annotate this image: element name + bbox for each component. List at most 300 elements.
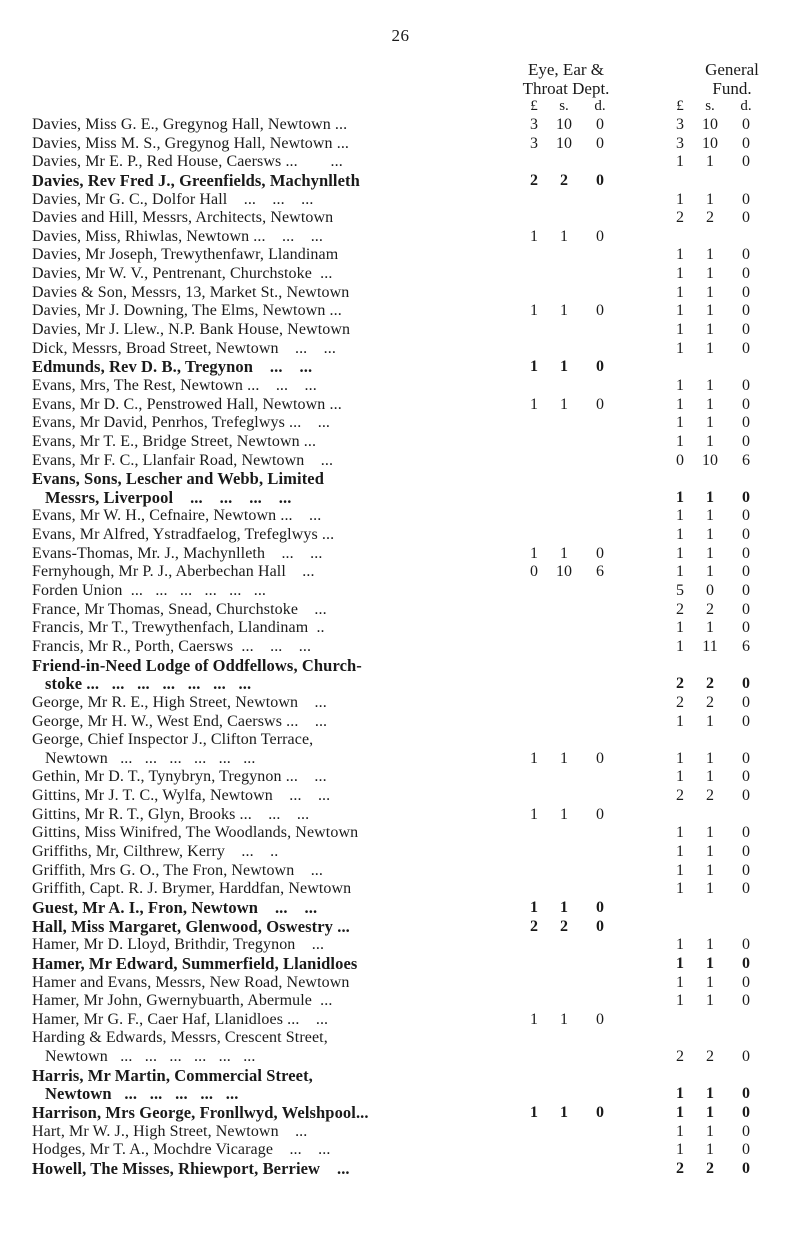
subscriber-name	[32, 1141, 512, 1160]
subscriber-name-line: Davies, Mr Joseph, Trewythenfawr, Llandinam	[32, 246, 339, 264]
general-amount-pounds: 1	[676, 843, 684, 861]
subscriber-name	[32, 172, 512, 191]
list-item	[0, 172, 801, 191]
eye-amount-pounds: 2	[530, 171, 538, 189]
subscriber-name	[32, 507, 512, 526]
eye-amount-shillings: 1	[560, 1104, 568, 1122]
subscriber-name-line: Harris, Mr Martin, Commercial Street,	[32, 1066, 313, 1085]
subscriber-name-line: Evans, Mr F. C., Llanfair Road, Newtown ...	[32, 451, 334, 469]
subscriber-name	[32, 452, 512, 471]
eye-amount-shillings: 2	[560, 917, 568, 935]
list-item	[0, 768, 801, 787]
list-item	[0, 1123, 801, 1142]
general-amount-shillings: 1	[706, 432, 714, 450]
eye-amount-shillings: 1	[560, 805, 568, 823]
general-amount-shillings: 1	[706, 265, 714, 283]
general-amount-shillings: 1	[706, 283, 714, 301]
eye-amount-pounds: 1	[530, 358, 538, 376]
general-amount-pounds: 1	[676, 395, 684, 413]
subscriber-name-line: Griffiths, Mr, Cilthrew, Kerry ... ..	[32, 843, 279, 861]
general-amount-shillings: 1	[706, 843, 714, 861]
subscriber-name-line: Evans, Mr David, Penrhos, Trefeglwys ... ...	[32, 414, 331, 432]
general-pence-unit: d.	[740, 98, 752, 114]
eye-amount-pence: 0	[596, 134, 604, 152]
general-amount-shillings: 1	[706, 936, 714, 954]
general-amount-pence: 0	[742, 712, 750, 730]
list-item	[0, 209, 801, 228]
subscriber-name-line: Hamer, Mr G. F., Caer Haf, Llanidloes ... ...	[32, 1010, 329, 1028]
subscriber-name	[32, 768, 512, 787]
subscriber-name	[32, 1123, 512, 1142]
general-amount-shillings: 1	[706, 712, 714, 730]
subscriber-name-line: Davies, Miss M. S., Gregynog Hall, Newtown ...	[32, 134, 350, 152]
subscriber-name	[32, 526, 512, 545]
general-amount-pence: 0	[742, 619, 750, 637]
eye-amount-pence: 0	[596, 227, 604, 245]
general-amount-pounds: 1	[676, 824, 684, 842]
general-amount-shillings: 1	[706, 526, 714, 544]
eye-pounds-unit: £	[530, 98, 538, 114]
general-amount-shillings: 1	[706, 507, 714, 525]
subscriber-name	[32, 1160, 512, 1179]
general-amount-shillings: 10	[702, 134, 718, 152]
general-amount-pounds: 3	[676, 116, 684, 133]
list-item	[0, 955, 801, 974]
list-item	[0, 377, 801, 396]
eye-amount-shillings: 2	[560, 171, 568, 189]
list-item	[0, 1104, 801, 1123]
subscriber-name-line: Davies, Mr J. Downing, The Elms, Newtown ...	[32, 302, 342, 320]
list-item	[0, 731, 801, 768]
general-amount-pence: 0	[742, 1085, 750, 1103]
list-item	[0, 862, 801, 881]
list-item	[0, 918, 801, 937]
eye-amount-shillings: 1	[560, 749, 568, 767]
subscriber-name	[32, 713, 512, 732]
general-amount-shillings: 2	[706, 1048, 714, 1066]
subscriber-name-continuation: Messrs, Liverpool ... ... ... ...	[45, 487, 292, 507]
subscriber-name-line: Davies, Mr E. P., Red House, Caersws ... ...	[32, 153, 343, 171]
general-amount-pounds: 1	[676, 544, 684, 562]
general-amount-shillings: 1	[706, 190, 714, 208]
list-item	[0, 1011, 801, 1030]
subscriber-name	[32, 601, 512, 620]
general-amount-pounds: 1	[676, 637, 684, 655]
general-amount-pence: 0	[742, 321, 750, 339]
subscriber-name-line: Hamer, Mr Edward, Summerfield, Llanidloes	[32, 954, 358, 973]
eye-shillings-unit: s.	[559, 98, 569, 114]
subscriber-name	[32, 731, 512, 768]
general-amount-pence: 6	[742, 637, 750, 655]
list-item	[0, 1160, 801, 1179]
general-amount-pence: 0	[742, 936, 750, 954]
eye-amount-shillings: 1	[560, 898, 568, 916]
subscriber-name	[32, 955, 512, 974]
list-item	[0, 116, 801, 135]
list-item	[0, 974, 801, 993]
subscriber-name-line: Hall, Miss Margaret, Glenwood, Oswestry ...	[32, 917, 350, 936]
subscriber-name	[32, 191, 512, 210]
general-header-line-2: Fund.	[712, 79, 752, 98]
subscriber-name-line: Forden Union ... ... ... ... ... ...	[32, 582, 267, 600]
list-item	[0, 340, 801, 359]
general-amount-pence: 0	[742, 116, 750, 133]
subscriber-name-line: Gittins, Miss Winifred, The Woodlands, Newtown	[32, 824, 359, 842]
general-amount-pence: 0	[742, 749, 750, 767]
eye-amount-shillings: 1	[560, 1010, 568, 1028]
general-amount-pence: 0	[742, 693, 750, 711]
general-amount-shillings: 11	[702, 637, 718, 655]
subscriber-name	[32, 806, 512, 825]
general-amount-pence: 0	[742, 302, 750, 320]
general-amount-shillings: 1	[706, 376, 714, 394]
general-amount-pence: 0	[742, 395, 750, 413]
list-item	[0, 936, 801, 955]
general-amount-shillings: 1	[706, 992, 714, 1010]
general-amount-pounds: 1	[676, 712, 684, 730]
general-amount-pounds: 1	[676, 526, 684, 544]
general-amount-pounds: 1	[676, 880, 684, 898]
general-amount-pounds: 1	[676, 619, 684, 637]
general-amount-pence: 0	[742, 824, 750, 842]
general-amount-shillings: 1	[706, 488, 714, 506]
list-item	[0, 321, 801, 340]
eye-amount-pounds: 1	[530, 302, 538, 320]
subscriber-name	[32, 992, 512, 1011]
general-amount-pence: 0	[742, 563, 750, 581]
general-amount-pounds: 1	[676, 153, 684, 171]
general-amount-pence: 0	[742, 1104, 750, 1122]
subscriber-name-line: Gittins, Mr R. T., Glyn, Brooks ... ... ...	[32, 805, 310, 823]
subscriber-name	[32, 433, 512, 452]
eye-amount-pounds: 1	[530, 1104, 538, 1122]
list-item	[0, 899, 801, 918]
general-amount-pence: 0	[742, 507, 750, 525]
general-amount-pounds: 1	[676, 507, 684, 525]
subscriber-name	[32, 974, 512, 993]
list-item	[0, 452, 801, 471]
general-amount-pence: 0	[742, 600, 750, 618]
list-item	[0, 1067, 801, 1104]
general-amount-pounds: 1	[676, 302, 684, 320]
eye-amount-shillings: 1	[560, 544, 568, 562]
eye-amount-pounds: 3	[530, 134, 538, 152]
general-amount-shillings: 1	[706, 1141, 714, 1159]
subscriber-name-line: Hamer and Evans, Messrs, New Road, Newtown	[32, 973, 350, 991]
general-amount-pence: 0	[742, 1122, 750, 1140]
subscriber-name-line: Francis, Mr R., Porth, Caersws ... ... ...	[32, 637, 312, 655]
eye-amount-pence: 0	[596, 358, 604, 376]
general-amount-pence: 0	[742, 861, 750, 879]
general-amount-shillings: 2	[706, 209, 714, 227]
subscriber-name-line: Hodges, Mr T. A., Mochdre Vicarage ... ...	[32, 1141, 331, 1159]
list-item	[0, 992, 801, 1011]
subscriber-name-line: Davies & Son, Messrs, 13, Market St., Newtown	[32, 283, 350, 301]
subscriber-name	[32, 321, 512, 340]
eye-header-line-2: Throat Dept.	[522, 79, 610, 98]
general-amount-pounds: 1	[676, 1122, 684, 1140]
general-amount-pence: 0	[742, 1048, 750, 1066]
general-amount-pounds: 1	[676, 376, 684, 394]
subscriber-name	[32, 563, 512, 582]
subscriber-name-line: Gethin, Mr D. T., Tynybryn, Tregynon ... ...	[32, 768, 327, 786]
subscriber-name-line: Evans, Mr D. C., Penstrowed Hall, Newtown ...	[32, 395, 342, 413]
general-amount-pence: 0	[742, 1141, 750, 1159]
page-number: 26	[391, 26, 410, 45]
general-amount-pence: 0	[742, 134, 750, 152]
general-amount-pounds: 3	[676, 134, 684, 152]
list-item	[0, 1029, 801, 1066]
general-amount-shillings: 1	[706, 861, 714, 879]
subscriber-name	[32, 153, 512, 172]
subscriber-name	[32, 135, 512, 154]
general-amount-pence: 0	[742, 283, 750, 301]
eye-amount-pence: 0	[596, 116, 604, 133]
general-amount-shillings: 1	[706, 339, 714, 357]
general-amount-shillings: 1	[706, 768, 714, 786]
list-item	[0, 470, 801, 507]
general-amount-shillings: 10	[702, 116, 718, 133]
general-amount-shillings: 1	[706, 1104, 714, 1122]
general-amount-pounds: 1	[676, 283, 684, 301]
subscriber-name	[32, 824, 512, 843]
general-amount-pounds: 1	[676, 339, 684, 357]
eye-amount-shillings: 10	[556, 563, 572, 581]
general-amount-shillings: 2	[706, 600, 714, 618]
subscriber-name-line: George, Mr R. E., High Street, Newtown ...	[32, 693, 327, 711]
subscriber-name-continuation: Newtown ... ... ... ... ...	[45, 1084, 239, 1104]
subscriber-name	[32, 209, 512, 228]
general-amount-shillings: 2	[706, 1159, 714, 1177]
general-amount-shillings: 1	[706, 1122, 714, 1140]
subscriber-name	[32, 1067, 512, 1104]
subscriber-name-line: Evans, Mr W. H., Cefnaire, Newtown ... ...	[32, 507, 322, 525]
general-amount-pence: 0	[742, 526, 750, 544]
list-item	[0, 582, 801, 601]
eye-amount-pence: 0	[596, 917, 604, 935]
subscriber-name	[32, 619, 512, 638]
list-item	[0, 153, 801, 172]
general-amount-shillings: 1	[706, 302, 714, 320]
general-amount-pence: 0	[742, 582, 750, 600]
eye-amount-pounds: 1	[530, 544, 538, 562]
eye-header-line-1: Eye, Ear &	[528, 60, 604, 79]
general-amount-pounds: 1	[676, 414, 684, 432]
subscriber-name-line: Griffith, Capt. R. J. Brymer, Harddfan, Newtown	[32, 880, 352, 898]
subscriber-name-line: Evans, Mrs, The Rest, Newtown ... ... ...	[32, 376, 317, 394]
list-item	[0, 824, 801, 843]
subscriber-name	[32, 843, 512, 862]
general-amount-pounds: 1	[676, 563, 684, 581]
subscriber-name-line: Friend-in-Need Lodge of Oddfellows, Church-	[32, 656, 362, 675]
eye-amount-pounds: 2	[530, 917, 538, 935]
general-amount-pounds: 2	[676, 209, 684, 227]
list-item	[0, 657, 801, 694]
general-amount-pence: 0	[742, 973, 750, 991]
list-item	[0, 228, 801, 247]
subscriber-name-line: Davies and Hill, Messrs, Architects, Newtown	[32, 209, 334, 227]
general-amount-pence: 0	[742, 209, 750, 227]
general-amount-shillings: 1	[706, 321, 714, 339]
eye-amount-pence: 0	[596, 749, 604, 767]
subscriber-name-line: Howell, The Misses, Rhiewport, Berriew ...	[32, 1159, 350, 1178]
subscriber-name-line: Davies, Miss G. E., Gregynog Hall, Newtown ...	[32, 116, 348, 133]
subscriber-name	[32, 862, 512, 881]
general-amount-shillings: 10	[702, 451, 718, 469]
subscriber-name-line: Hamer, Mr D. Lloyd, Brithdir, Tregynon ...	[32, 936, 325, 954]
list-item	[0, 414, 801, 433]
eye-amount-shillings: 10	[556, 134, 572, 152]
general-amount-shillings: 2	[706, 675, 714, 693]
general-amount-pounds: 5	[676, 582, 684, 600]
list-item	[0, 563, 801, 582]
general-amount-pounds: 2	[676, 600, 684, 618]
general-amount-pounds: 1	[676, 1104, 684, 1122]
general-amount-pence: 0	[742, 432, 750, 450]
subscriber-name-line: Harrison, Mrs George, Fronllwyd, Welshpool...	[32, 1104, 369, 1123]
general-shillings-unit: s.	[705, 98, 715, 114]
general-amount-shillings: 1	[706, 749, 714, 767]
eye-amount-pence: 0	[596, 395, 604, 413]
eye-amount-pounds: 0	[530, 563, 538, 581]
subscriber-name	[32, 116, 512, 135]
subscriber-name-continuation: Newtown ... ... ... ... ... ...	[45, 749, 256, 767]
eye-amount-pounds: 1	[530, 749, 538, 767]
eye-amount-pounds: 1	[530, 227, 538, 245]
general-amount-shillings: 2	[706, 787, 714, 805]
eye-amount-pence: 0	[596, 805, 604, 823]
general-fund-header	[672, 60, 792, 98]
subscriber-name	[32, 396, 512, 415]
general-amount-pence: 0	[742, 414, 750, 432]
subscriber-name-line: Evans, Sons, Lescher and Webb, Limited	[32, 470, 325, 489]
general-amount-pounds: 1	[676, 190, 684, 208]
subscriber-name	[32, 265, 512, 284]
subscriber-name	[32, 899, 512, 918]
eye-ear-throat-header	[466, 60, 666, 98]
general-amount-pounds: 1	[676, 488, 684, 506]
subscriber-name-line: Dick, Messrs, Broad Street, Newtown ... ...	[32, 339, 336, 357]
list-item	[0, 601, 801, 620]
list-item	[0, 1141, 801, 1160]
general-amount-shillings: 1	[706, 563, 714, 581]
subscriber-name-line: Guest, Mr A. I., Fron, Newtown ... ...	[32, 898, 318, 917]
subscriber-name	[32, 228, 512, 247]
general-amount-pence: 0	[742, 787, 750, 805]
general-amount-pounds: 1	[676, 432, 684, 450]
eye-amount-pence: 0	[596, 302, 604, 320]
list-item	[0, 433, 801, 452]
subscriber-name-continuation: stoke ... ... ... ... ... ... ...	[45, 674, 252, 694]
subscriber-name	[32, 545, 512, 564]
list-item	[0, 843, 801, 862]
general-amount-shillings: 1	[706, 824, 714, 842]
general-amount-shillings: 1	[706, 619, 714, 637]
eye-amount-shillings: 1	[560, 395, 568, 413]
subscriber-name-line: George, Chief Inspector J., Clifton Terrace,	[32, 731, 314, 749]
general-amount-pence: 0	[742, 376, 750, 394]
subscriber-name	[32, 936, 512, 955]
subscriber-name-line: Francis, Mr T., Trewythenfach, Llandinam ..	[32, 619, 325, 637]
general-amount-pounds: 1	[676, 992, 684, 1010]
subscriber-name-line: Davies, Mr W. V., Pentrenant, Churchstoke ...	[32, 265, 333, 283]
general-amount-shillings: 1	[706, 880, 714, 898]
list-item	[0, 135, 801, 154]
general-amount-pounds: 1	[676, 749, 684, 767]
general-amount-shillings: 1	[706, 1085, 714, 1103]
general-amount-shillings: 1	[706, 954, 714, 972]
eye-amount-pounds: 1	[530, 898, 538, 916]
general-amount-pounds: 1	[676, 1085, 684, 1103]
subscriber-name	[32, 340, 512, 359]
general-pounds-unit: £	[676, 98, 684, 114]
list-item	[0, 265, 801, 284]
subscriber-name-line: Evans, Mr Alfred, Ystradfaelog, Trefeglwys ...	[32, 526, 335, 544]
subscriber-name-line: Davies, Mr J. Llew., N.P. Bank House, Newtown	[32, 321, 351, 339]
list-item	[0, 302, 801, 321]
general-amount-pounds: 1	[676, 265, 684, 283]
list-item	[0, 526, 801, 545]
eye-amount-pence: 0	[596, 898, 604, 916]
general-amount-pence: 0	[742, 339, 750, 357]
general-amount-pence: 0	[742, 544, 750, 562]
subscriber-name-line: Davies, Rev Fred J., Greenfields, Machynlleth	[32, 171, 360, 190]
eye-amount-pounds: 3	[530, 116, 538, 133]
list-item	[0, 694, 801, 713]
subscriber-name-line: Griffith, Mrs G. O., The Fron, Newtown ...	[32, 861, 323, 879]
eye-amount-pounds: 1	[530, 395, 538, 413]
eye-amount-shillings: 1	[560, 358, 568, 376]
subscriber-name	[32, 694, 512, 713]
general-amount-pence: 6	[742, 451, 750, 469]
subscriber-name-line: Davies, Miss, Rhiwlas, Newtown ... ... ...	[32, 227, 324, 245]
general-amount-shillings: 1	[706, 414, 714, 432]
general-amount-pounds: 2	[676, 1159, 684, 1177]
general-amount-pounds: 2	[676, 675, 684, 693]
list-item	[0, 246, 801, 265]
general-amount-pounds: 1	[676, 321, 684, 339]
general-amount-pounds: 1	[676, 246, 684, 264]
list-item	[0, 638, 801, 657]
subscriber-list	[0, 116, 801, 1179]
list-item	[0, 284, 801, 303]
list-item	[0, 396, 801, 415]
general-amount-pence: 0	[742, 843, 750, 861]
eye-amount-shillings: 1	[560, 227, 568, 245]
general-amount-pence: 0	[742, 954, 750, 972]
subscriber-name-line: Evans-Thomas, Mr. J., Machynlleth ... ...	[32, 544, 323, 562]
subscriber-name	[32, 302, 512, 321]
general-amount-pounds: 2	[676, 693, 684, 711]
general-amount-pence: 0	[742, 488, 750, 506]
eye-amount-pence: 0	[596, 171, 604, 189]
subscriber-name-line: France, Mr Thomas, Snead, Churchstoke ...	[32, 600, 327, 618]
list-item	[0, 713, 801, 732]
general-amount-shillings: 1	[706, 395, 714, 413]
general-amount-pounds: 1	[676, 1141, 684, 1159]
general-amount-pounds: 2	[676, 787, 684, 805]
subscriber-name	[32, 414, 512, 433]
subscriber-name-line: Edmunds, Rev D. B., Tregynon ... ...	[32, 358, 313, 377]
subscriber-name	[32, 1029, 512, 1066]
subscriber-name	[32, 284, 512, 303]
list-item	[0, 806, 801, 825]
general-amount-pounds: 2	[676, 1048, 684, 1066]
subscriber-name-line: Gittins, Mr J. T. C., Wylfa, Newtown ... ...	[32, 787, 331, 805]
general-amount-pounds: 1	[676, 768, 684, 786]
subscriber-name-line: Hamer, Mr John, Gwernybuarth, Abermule ...	[32, 992, 333, 1010]
general-amount-shillings: 0	[706, 582, 714, 600]
